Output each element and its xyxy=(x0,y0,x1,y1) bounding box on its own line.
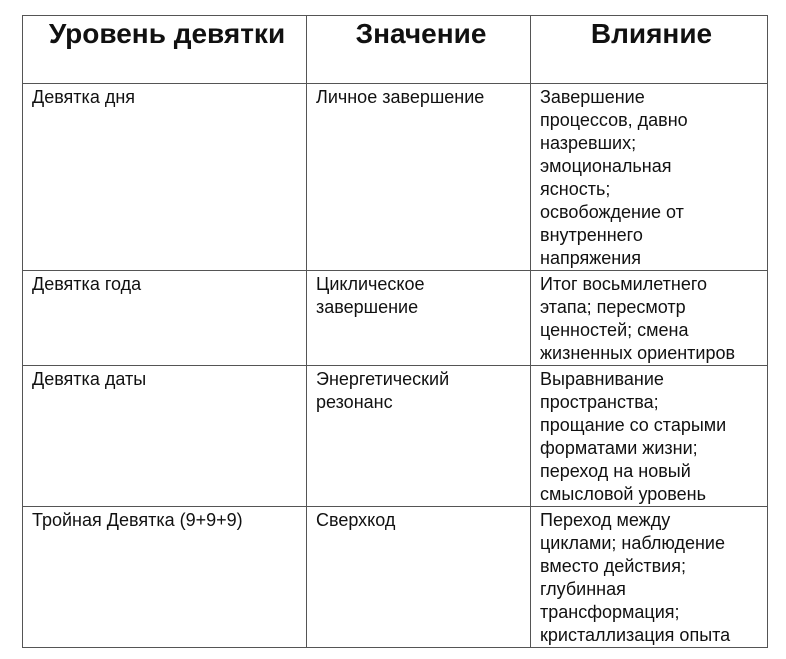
cell-influence: Итог восьмилетнего этапа; пересмотр ценностей; смена жизненных ориентиров xyxy=(531,271,768,366)
cell-level: Девятка даты xyxy=(23,366,307,507)
header-influence: Влияние xyxy=(531,16,768,84)
cell-level: Девятка дня xyxy=(23,84,307,271)
cell-influence: Завершение процессов, давно назревших; эмоциональная ясность; освобождение от внутреннего напряжения xyxy=(531,84,768,271)
header-level: Уровень девятки xyxy=(23,16,307,84)
cell-influence: Выравнивание пространства; прощание со старыми форматами жизни; переход на новый смысловой уровень xyxy=(531,366,768,507)
cell-level: Тройная Девятка (9+9+9) xyxy=(23,507,307,648)
header-row xyxy=(23,16,768,84)
cell-level: Девятка года xyxy=(23,271,307,366)
cell-meaning: Циклическое завершение xyxy=(307,271,531,366)
cell-influence: Переход между циклами; наблюдение вместо действия; глубинная трансформация; кристаллизация опыта xyxy=(531,507,768,648)
header-meaning: Значение xyxy=(307,16,531,84)
table-row xyxy=(23,366,768,507)
nines-table xyxy=(22,15,768,648)
table-row xyxy=(23,507,768,648)
cell-meaning: Сверхкод xyxy=(307,507,531,648)
table-row xyxy=(23,84,768,271)
table-row xyxy=(23,271,768,366)
cell-meaning: Энергетический резонанс xyxy=(307,366,531,507)
cell-meaning: Личное завершение xyxy=(307,84,531,271)
